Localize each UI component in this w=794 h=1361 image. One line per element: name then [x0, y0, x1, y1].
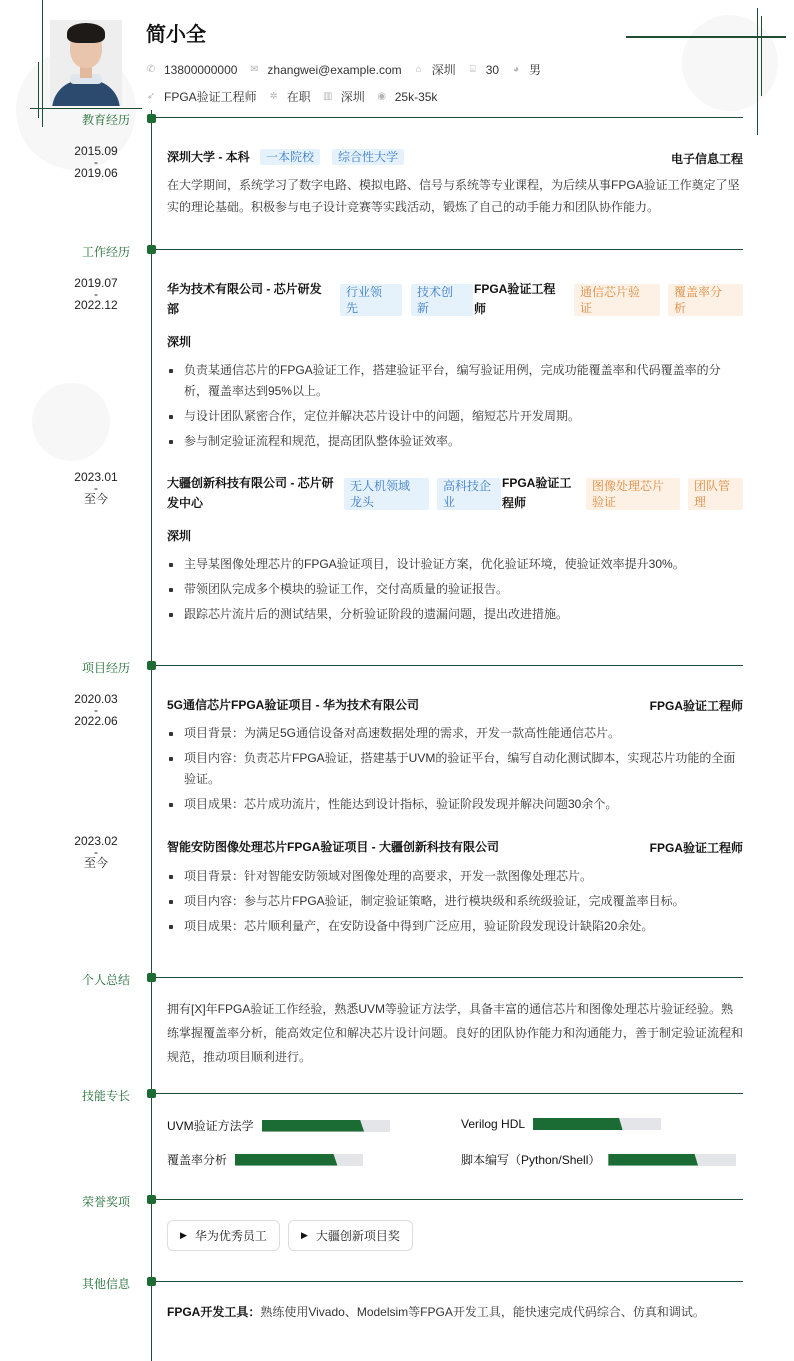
project-details	[167, 723, 743, 819]
work-duties	[167, 360, 743, 456]
decor-line	[626, 36, 786, 38]
list-item: 项目背景：为满足5G通信设备对高速数据处理的需求，开发一款高性能通信芯片。	[167, 723, 743, 744]
skill-level-bar	[533, 1118, 661, 1130]
work-duties	[167, 554, 743, 629]
section-marker	[147, 245, 156, 254]
work-date: 2023.01 - 至今	[74, 470, 118, 506]
job-position: FPGA验证工 程师	[502, 476, 572, 510]
target-city: 深圳	[340, 90, 365, 104]
section-divider	[156, 1093, 743, 1094]
decor-line	[761, 16, 762, 96]
section-title-summary: 个人总结	[81, 973, 130, 987]
list-item: 项目成果：芯片顺利量产，在安防设备中得到广泛应用，验证阶段发现设计缺陷20余处。	[167, 916, 743, 937]
company-name: 大疆创新科技有限公司 - 芯片研 发中心	[167, 476, 334, 510]
school-tag: 综合性大学	[332, 149, 404, 165]
contact-row	[146, 61, 553, 78]
company-tag: 无人机领域 龙头	[344, 478, 429, 510]
phone-number: 13800000000	[164, 62, 238, 77]
target-position: FPGA验证工程师	[164, 90, 257, 104]
other-info-label: FPGA开发工具：	[167, 1305, 261, 1319]
status-icon: ✲	[269, 91, 278, 102]
list-item: 与设计团队紧密合作，定位并解决芯片设计中的问题，缩短芯片开发周期。	[167, 406, 743, 427]
section-title-work: 工作经历	[81, 245, 130, 259]
personal-summary: 拥有[X]年FPGA验证工作经验，熟悉UVM等验证方法学，具备丰富的通信芯片和图像处理芯片验证经验。熟练掌握覆盖率分析，能高效定位和解决芯片设计问题。良好的团队协作能力和沟通能力，善于制定验证流程和规范，推动项目顺利进行。	[167, 1002, 744, 1064]
section-title-awards: 荣誉奖项	[81, 1195, 130, 1209]
major: 电子信息工程	[670, 152, 743, 166]
skill-item	[167, 1151, 363, 1168]
award-label: 大疆创新项目奖	[315, 1229, 400, 1243]
mail-icon: ✉	[250, 64, 259, 75]
job-status: 在职	[286, 90, 311, 104]
award-label: 华为优秀员工	[194, 1229, 267, 1243]
skill-name: UVM验证方法学	[167, 1119, 254, 1133]
list-item: 主导某图像处理芯片的FPGA验证项目，设计验证方案，优化验证环境，使验证效率提升30%。	[167, 554, 743, 575]
caret-right-icon: ▶	[180, 1230, 187, 1240]
section-marker	[147, 661, 156, 670]
work-location: 深圳	[167, 335, 192, 349]
decor-line	[38, 62, 39, 118]
other-info	[167, 1303, 705, 1320]
award-item[interactable]	[288, 1220, 413, 1251]
skill-level-bar	[235, 1154, 363, 1166]
section-marker	[147, 1195, 156, 1204]
company-tag: 技术创 新	[411, 284, 473, 316]
section-divider	[156, 1199, 743, 1200]
project-role: FPGA验证工程师	[649, 699, 743, 713]
role-tag: 通信芯片验 证	[574, 284, 660, 316]
section-divider	[156, 117, 743, 118]
skill-item	[167, 1117, 390, 1134]
job-intent-row	[146, 88, 449, 105]
school-tag: 一本院校	[260, 149, 320, 165]
decor-circle	[682, 15, 778, 111]
section-title-other: 其他信息	[81, 1277, 130, 1291]
section-marker	[147, 1277, 156, 1286]
section-divider	[156, 977, 743, 978]
email: zhangwei@example.com	[267, 62, 402, 77]
list-item: 带领团队完成多个模块的验证工作，交付高质量的验证报告。	[167, 579, 743, 600]
age: 30	[485, 62, 500, 77]
education-description: 在大学期间，系统学习了数字电路、模拟电路、信号与系统等专业课程，为后续从事FPGA验证工作奠定了坚实的理论基础。积极参与电子设计竞赛等实践活动，锻炼了自己的动手能力和团队协作能力。	[167, 178, 740, 214]
company-tag: 高科技企 业	[437, 478, 501, 510]
gender-icon: ◕	[513, 64, 520, 75]
decor-circle	[32, 383, 110, 461]
section-divider	[156, 249, 743, 250]
list-item: 项目内容：负责芯片FPGA验证，搭建基于UVM的验证平台，编写自动化测试脚本，实现芯片功能的全面验证。	[167, 748, 743, 790]
avatar-photo	[50, 20, 122, 106]
residence: 深圳	[431, 63, 456, 77]
skill-level-bar	[608, 1154, 736, 1166]
section-divider	[156, 1281, 743, 1282]
skill-level-bar	[262, 1120, 390, 1132]
skill-name: 覆盖率分析	[167, 1153, 228, 1167]
section-title-projects: 项目经历	[81, 661, 130, 675]
skill-item	[461, 1117, 661, 1131]
project-title: 5G通信芯片FPGA验证项目 - 华为技术有限公司	[167, 698, 420, 712]
other-info-text: 熟练使用Vivado、Modelsim等FPGA开发工具，能快速完成代码综合、仿真和调试。	[260, 1305, 705, 1319]
project-date: 2020.03 - 2022.06	[74, 692, 118, 728]
skill-item	[461, 1151, 736, 1168]
school-name: 深圳大学 - 本科	[167, 150, 250, 164]
list-item: 负责某通信芯片的FPGA验证工作，搭建验证平台，编写验证用例，完成功能覆盖率和代码覆盖率的分析，覆盖率达到95%以上。	[167, 360, 743, 402]
project-title: 智能安防图像处理芯片FPGA验证项目 - 大疆创新科技有限公司	[167, 840, 500, 854]
decor-line	[30, 108, 142, 109]
section-marker	[147, 114, 156, 123]
timeline-spine	[151, 110, 152, 1361]
job-position: FPGA验证工程 师	[474, 282, 556, 316]
list-item: 跟踪芯片流片后的测试结果，分析验证阶段的遗漏问题，提出改进措施。	[167, 604, 743, 625]
company-tag: 行业领 先	[340, 284, 402, 316]
salary-icon: ◉	[377, 91, 387, 102]
skill-name: Verilog HDL	[461, 1117, 526, 1131]
building-icon: ▥	[322, 91, 333, 102]
skill-name: 脚本编写（Python/Shell）	[461, 1153, 601, 1167]
project-role: FPGA验证工程师	[649, 841, 743, 855]
home-icon: ⌂	[415, 64, 422, 75]
work-location: 深圳	[167, 529, 192, 543]
list-item: 项目内容：参与芯片FPGA验证，制定验证策略，进行模块级和系统级验证，完成覆盖率目标。	[167, 891, 743, 912]
list-item: 项目成果：芯片成功流片，性能达到设计指标，验证阶段发现并解决问题30余个。	[167, 794, 743, 815]
age-icon: ⌸	[469, 64, 476, 75]
role-tag: 团队管 理	[688, 478, 743, 510]
work-date: 2019.07 - 2022.12	[74, 276, 118, 312]
section-title-skills: 技能专长	[81, 1089, 130, 1103]
section-marker	[147, 1089, 156, 1098]
education-date: 2015.09 - 2019.06	[74, 144, 118, 180]
section-marker	[147, 973, 156, 982]
candidate-name: 简小全	[146, 24, 206, 46]
section-title-education: 教育经历	[81, 113, 130, 127]
send-icon: ➶	[146, 91, 156, 102]
project-details	[167, 866, 743, 941]
decor-line	[757, 8, 758, 135]
list-item: 参与制定验证流程和规范，提高团队整体验证效率。	[167, 431, 743, 452]
phone-icon: ✆	[146, 64, 156, 75]
caret-right-icon: ▶	[301, 1230, 308, 1240]
gender: 男	[529, 63, 542, 77]
list-item: 项目背景：针对智能安防领域对图像处理的高要求，开发一款图像处理芯片。	[167, 866, 743, 887]
award-item[interactable]	[167, 1220, 280, 1251]
project-date: 2023.02 - 至今	[74, 834, 118, 870]
role-tag: 覆盖率分 析	[668, 284, 743, 316]
company-name: 华为技术有限公司 - 芯片研发 部	[167, 282, 322, 316]
role-tag: 图像处理芯片 验证	[586, 478, 680, 510]
expected-salary: 25k-35k	[394, 89, 438, 104]
section-divider	[156, 665, 743, 666]
